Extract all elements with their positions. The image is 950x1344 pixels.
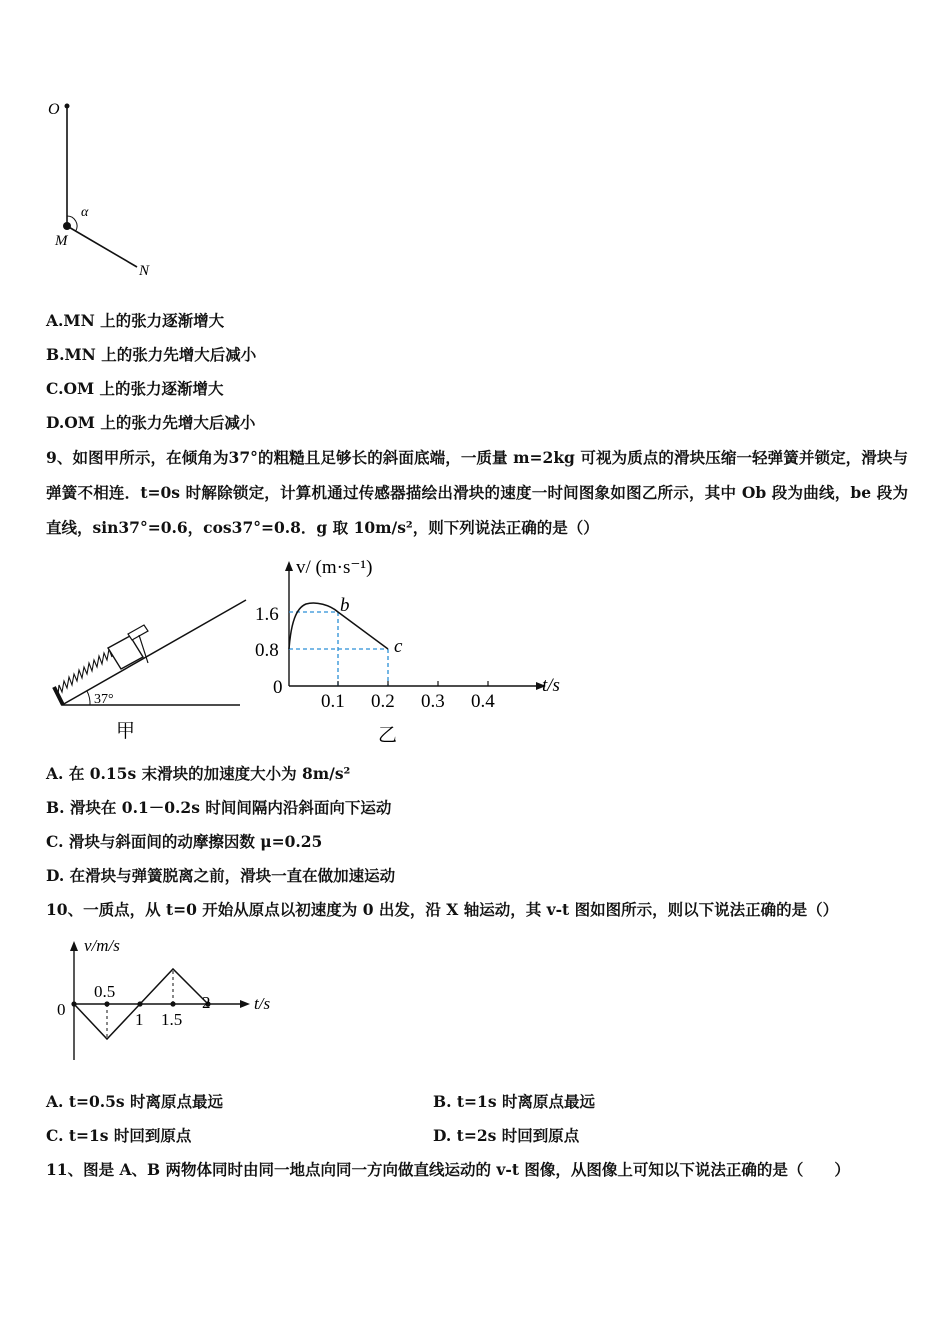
figure-yi-vt-graph xyxy=(250,553,580,748)
yi-point-c: c xyxy=(394,636,403,657)
label-n: N xyxy=(139,263,150,279)
q11-stem: 11、图是 A、B 两物体同时由同一地点向同一方向做直线运动的 v-t 图像，从图像上可知以下说法正确的是（ ） xyxy=(46,1160,850,1179)
q8-option-b: B.MN 上的张力先增大后减小 xyxy=(46,345,257,364)
q9-option-c: C. 滑块与斜面间的动摩擦因数 μ=0.25 xyxy=(46,832,323,851)
q10-option-a: A. t=0.5s 时离原点最远 xyxy=(46,1092,224,1111)
q9-option-d: D. 在滑块与弹簧脱离之前，滑块一直在做加速运动 xyxy=(46,866,396,885)
q10-x-tick-0-5: 0.5 xyxy=(94,982,116,1001)
q8-option-d: D.OM 上的张力先增大后减小 xyxy=(46,413,256,432)
q10-option-b: B. t=1s 时离原点最远 xyxy=(433,1092,595,1111)
q10-x-tick-1-5: 1.5 xyxy=(161,1010,183,1029)
q9-option-b: B. 滑块在 0.1－0.2s 时间间隔内沿斜面向下运动 xyxy=(46,798,392,817)
q9-stem: 9、如图甲所示，在倾角为37°的粗糙且足够长的斜面底端，一质量 m=2kg 可视为质点的滑块压缩一轻弹簧并锁定，滑块与弹簧不相连．t=0s 时解除锁定，计算机通过传感器描绘出滑块的速度一时间图象如图乙所示，其中 Ob 段为曲线，be 段为直线，sin37°=0.6，cos37°=0.8．g 取 10m/s²，则下列说法正确的是（） xyxy=(46,448,908,537)
q9-option-a: A. 在 0.15s 末滑块的加速度大小为 8m/s² xyxy=(46,764,351,783)
yi-x-tick-0-4: 0.4 xyxy=(471,691,495,712)
figure-om-mn xyxy=(40,95,170,285)
yi-x-tick-0-2: 0.2 xyxy=(371,691,395,712)
q10-option-c: C. t=1s 时回到原点 xyxy=(46,1126,192,1145)
q8-option-a: A.MN 上的张力逐渐增大 xyxy=(46,311,225,330)
label-alpha: α xyxy=(81,205,89,220)
yi-x-tick-0-1: 0.1 xyxy=(321,691,345,712)
q10-x-tick-1: 1 xyxy=(135,1010,144,1029)
yi-x-axis-label: t/s xyxy=(542,675,560,696)
q8-option-c: C.OM 上的张力逐渐增大 xyxy=(46,379,224,398)
figure-q10-vt-graph xyxy=(50,935,280,1065)
figure-jia-incline xyxy=(44,595,254,745)
q10-option-d: D. t=2s 时回到原点 xyxy=(433,1126,580,1145)
yi-origin-label: 0 xyxy=(273,677,283,698)
q10-y-axis-label: v/m/s xyxy=(84,936,120,955)
caption-yi: 乙 xyxy=(378,725,398,746)
yi-y-tick-0-8: 0.8 xyxy=(255,640,279,661)
q10-stem: 10、一质点，从 t=0 开始从原点以初速度为 0 出发，沿 X 轴运动，其 v-t 图如图所示，则以下说法正确的是（） xyxy=(46,900,839,919)
incline-angle-label: 37° xyxy=(94,692,114,707)
label-m: M xyxy=(55,233,68,249)
label-o: O xyxy=(48,101,60,118)
yi-x-tick-0-3: 0.3 xyxy=(421,691,445,712)
q10-x-axis-label: t/s xyxy=(254,994,271,1013)
yi-point-b: b xyxy=(340,595,350,616)
yi-y-axis-label: v/ (m·s⁻¹) xyxy=(296,557,373,578)
caption-jia: 甲 xyxy=(116,721,136,742)
q10-origin-label: 0 xyxy=(57,1000,66,1019)
yi-y-tick-1-6: 1.6 xyxy=(255,604,279,625)
q10-x-tick-2: 2 xyxy=(202,993,211,1012)
